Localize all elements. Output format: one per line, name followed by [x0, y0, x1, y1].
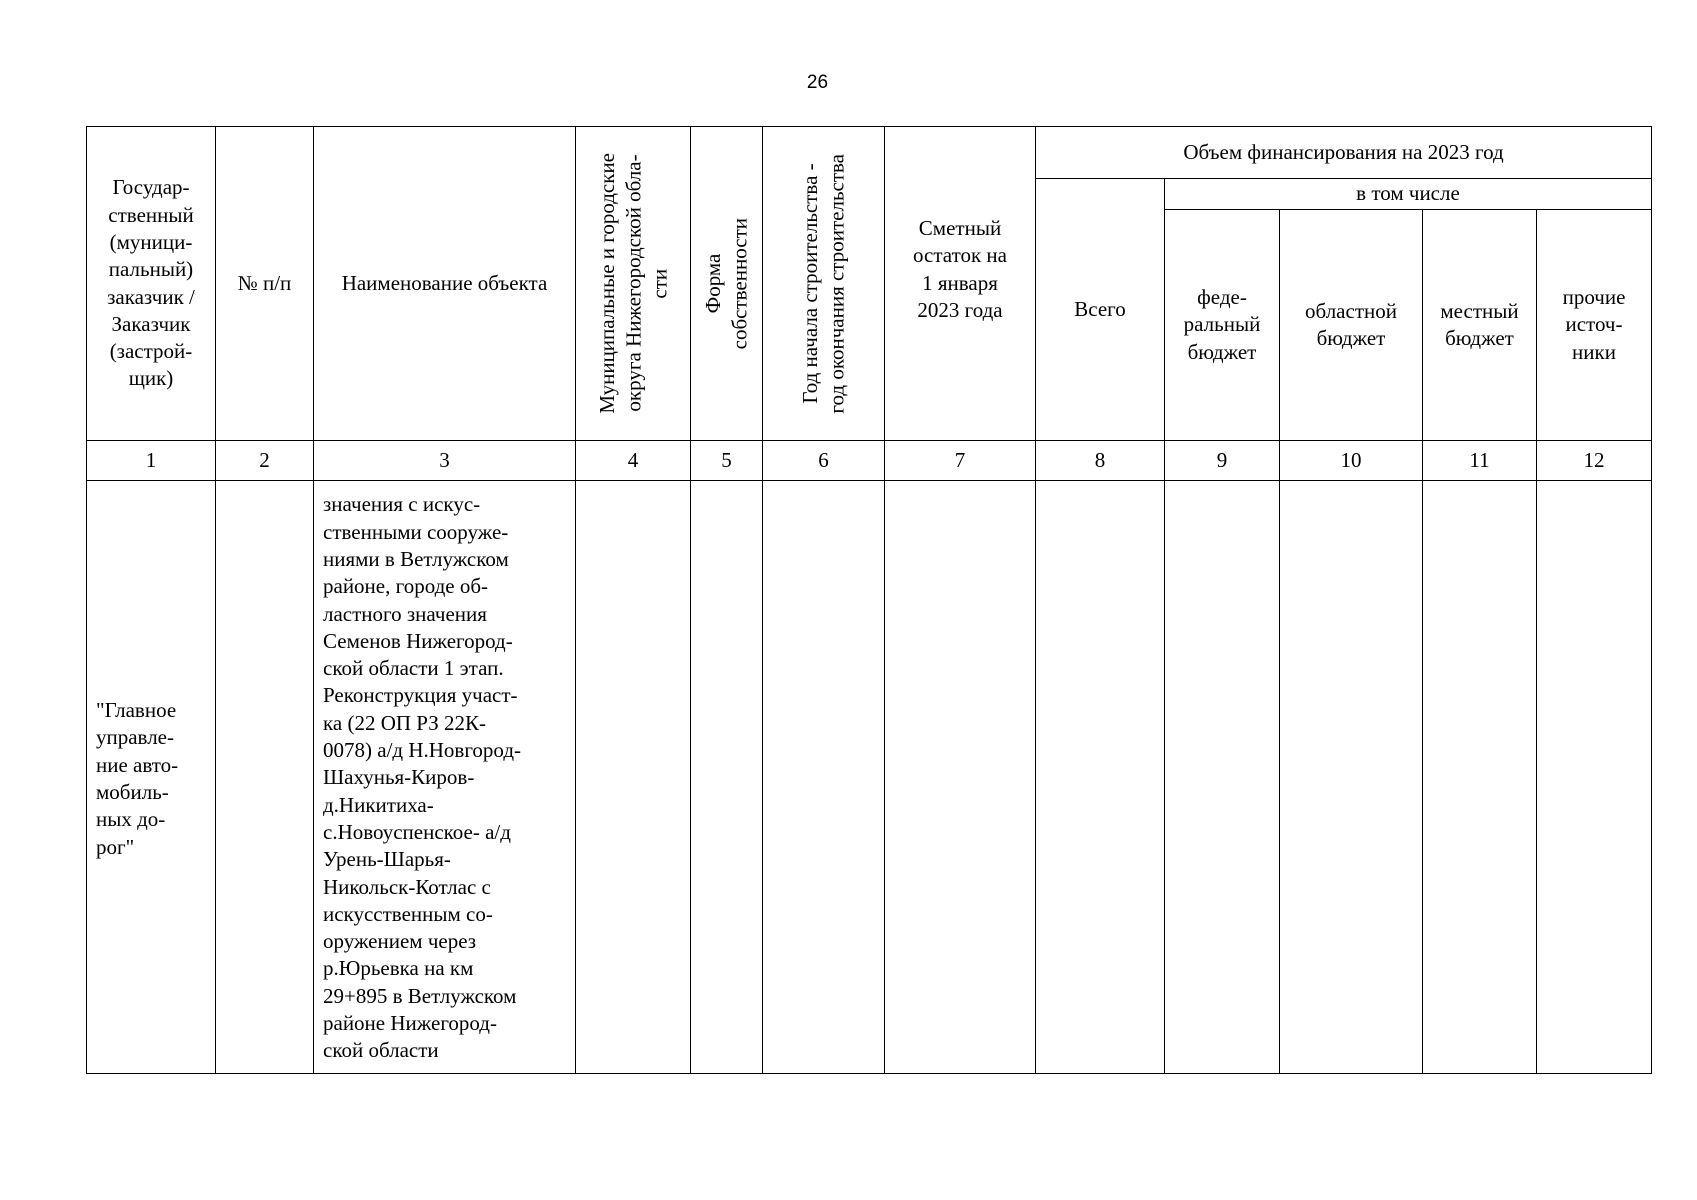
cell-total	[1036, 481, 1165, 1074]
column-number: 12	[1537, 441, 1652, 481]
cell-object-name: значения с искус- ственными сооруже- ниями в Ветлужском районе, городе об- ластного значения Семенов Нижегород- ской области 1 этап. Реконструкция участ- ка (22 ОП РЗ 22К- 0078) а/д Н.Новгород- Шахунья-Киров- д.Никитиха- с.Новоуспенское- а/д Урень-Шарья- Никольск-Котлас с искусственным со- оружением через р.Юрьевка на км 29+895 в Ветлужском районе Нижегород- ской области	[314, 481, 576, 1074]
column-number: 1	[87, 441, 216, 481]
header-number: № п/п	[216, 127, 314, 441]
header-regional: областной бюджет	[1280, 210, 1423, 441]
column-number: 8	[1036, 441, 1165, 481]
header-estimate: Сметный остаток на 1 января 2023 года	[885, 127, 1036, 441]
column-number: 7	[885, 441, 1036, 481]
cell-federal	[1165, 481, 1280, 1074]
header-including: в том числе	[1165, 179, 1652, 210]
page-number: 26	[806, 72, 829, 93]
column-number-row	[87, 441, 1652, 481]
cell-customer: "Главное управле- ние авто- мобиль- ных до- рог"	[87, 481, 216, 1074]
header-customer: Государ- ственный (муници- пальный) заказчик / Заказчик (застрой- щик)	[87, 127, 216, 441]
cell-number	[216, 481, 314, 1074]
header-ownership: Форма собственности	[691, 127, 763, 441]
cell-other	[1537, 481, 1652, 1074]
column-number: 5	[691, 441, 763, 481]
header-financing-group: Объем финансирования на 2023 год	[1036, 127, 1652, 179]
header-years: Год начала строительства - год окончания строительства	[763, 127, 885, 441]
table-row	[87, 481, 1652, 1074]
header-federal: феде- ральный бюджет	[1165, 210, 1280, 441]
header-districts: Муниципальные и городские округа Нижегородской обла- сти	[576, 127, 691, 441]
cell-district	[576, 481, 691, 1074]
cell-ownership	[691, 481, 763, 1074]
header-other: прочие источ- ники	[1537, 210, 1652, 441]
cell-local	[1423, 481, 1537, 1074]
column-number: 4	[576, 441, 691, 481]
cell-years	[763, 481, 885, 1074]
column-number: 9	[1165, 441, 1280, 481]
header-object-name: Наименование объекта	[314, 127, 576, 441]
column-number: 10	[1280, 441, 1423, 481]
column-number: 2	[216, 441, 314, 481]
cell-estimate	[885, 481, 1036, 1074]
header-local: местный бюджет	[1423, 210, 1537, 441]
header-total: Всего	[1036, 179, 1165, 441]
column-number: 11	[1423, 441, 1537, 481]
column-number: 3	[314, 441, 576, 481]
cell-regional	[1280, 481, 1423, 1074]
column-number: 6	[763, 441, 885, 481]
header-row	[87, 127, 1652, 179]
capital-construction-table	[86, 126, 1652, 1074]
